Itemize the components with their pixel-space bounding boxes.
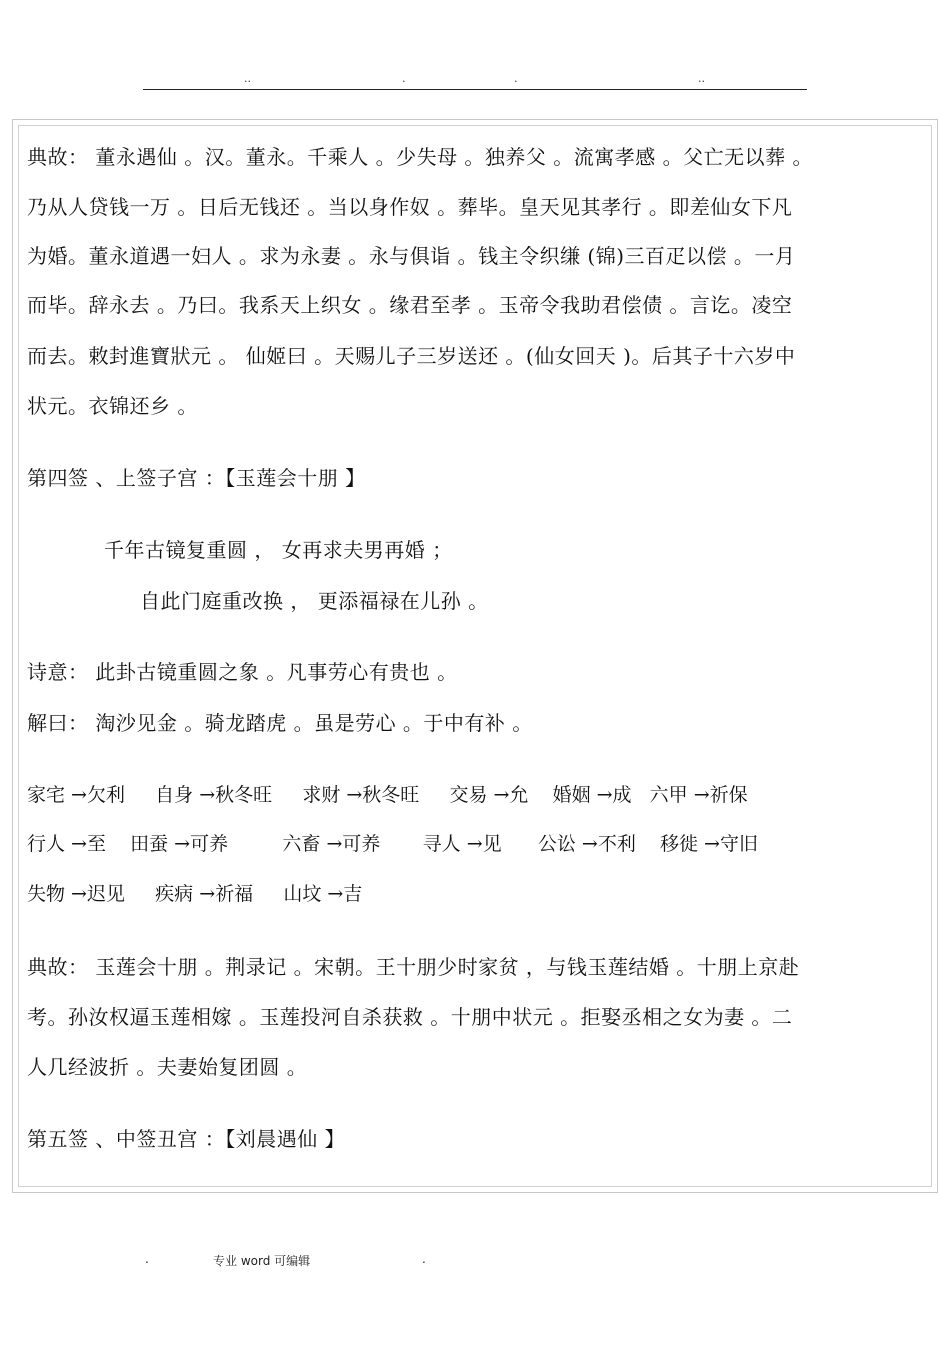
text-line: 典故： 董永遇仙 。汉。董永。千乘人 。少失母 。独养父 。流寓孝感 。父亡无以葬 。 [27, 145, 814, 169]
footer-dot: . [422, 1252, 426, 1266]
header-mark: . [402, 72, 406, 85]
header-mark: . [514, 72, 518, 85]
header-mark: .. [244, 72, 251, 85]
fortune-row: 行人 →至 田蚕 →可养 六畜 →可养 寻人 →见 公讼 →不利 移徙 →守旧 [27, 833, 758, 855]
section-heading: 第四签 、上签子宫 ：【玉莲会十朋 】 [27, 466, 366, 490]
poem-meaning: 诗意： 此卦古镜重圆之象 。凡事劳心有贵也 。 [27, 660, 458, 684]
section-heading: 第五签 、中签丑宫 ：【刘晨遇仙 】 [27, 1127, 346, 1151]
text-line: 考。孙汝权逼玉莲相嫁 。玉莲投河自杀获救 。十朋中状元 。拒娶丞相之女为妻 。二 [27, 1005, 793, 1029]
header-mark: .. [698, 72, 705, 85]
text-line: 乃从人贷钱一万 。日后无钱还 。当以身作奴 。葬毕。皇天见其孝行 。即差仙女下凡 [27, 195, 793, 219]
poem-line: 千年古镜复重圆 ， 女再求夫男再婚 ； [104, 538, 453, 562]
fortune-row: 失物 →迟见 疾病 →祈福 山坟 →吉 [27, 883, 363, 905]
text-line: 典故： 玉莲会十朋 。荆录记 。宋朝。王十朋少时家贫 ，与钱玉莲结婚 。十朋上京赴 [27, 955, 800, 979]
poem-line: 自此门庭重改换 ， 更添福禄在儿孙 。 [140, 589, 489, 613]
text-line: 状元。衣锦还乡 。 [27, 394, 198, 418]
header-marks [0, 72, 950, 86]
interpretation: 解曰： 淘沙见金 。骑龙踏虎 。虽是劳心 。于中有补 。 [27, 711, 533, 735]
text-line: 为婚。董永道遇一妇人 。求为永妻 。永与俱诣 。钱主令织缣 (锦)三百疋以偿 。一月 [27, 244, 796, 268]
text-line: 而毕。辞永去 。乃曰。我系天上织女 。缘君至孝 。玉帝令我助君偿债 。言讫。凌空 [27, 293, 793, 317]
text-line: 人几经波折 。夫妻始复团圆 。 [27, 1055, 308, 1079]
text-line: 而去。敕封進寶狀元 。 仙姬曰 。天赐儿子三岁送还 。(仙女回天 )。后其子十六岁中 [27, 344, 796, 368]
footer-dot: . [145, 1252, 149, 1266]
fortune-row: 家宅 →欠利 自身 →秋冬旺 求财 →秋冬旺 交易 →允 婚姻 →成 六甲 →祈保 [27, 784, 748, 806]
header-rule [143, 89, 807, 90]
footer-label: 专业 word 可编辑 [213, 1254, 311, 1268]
